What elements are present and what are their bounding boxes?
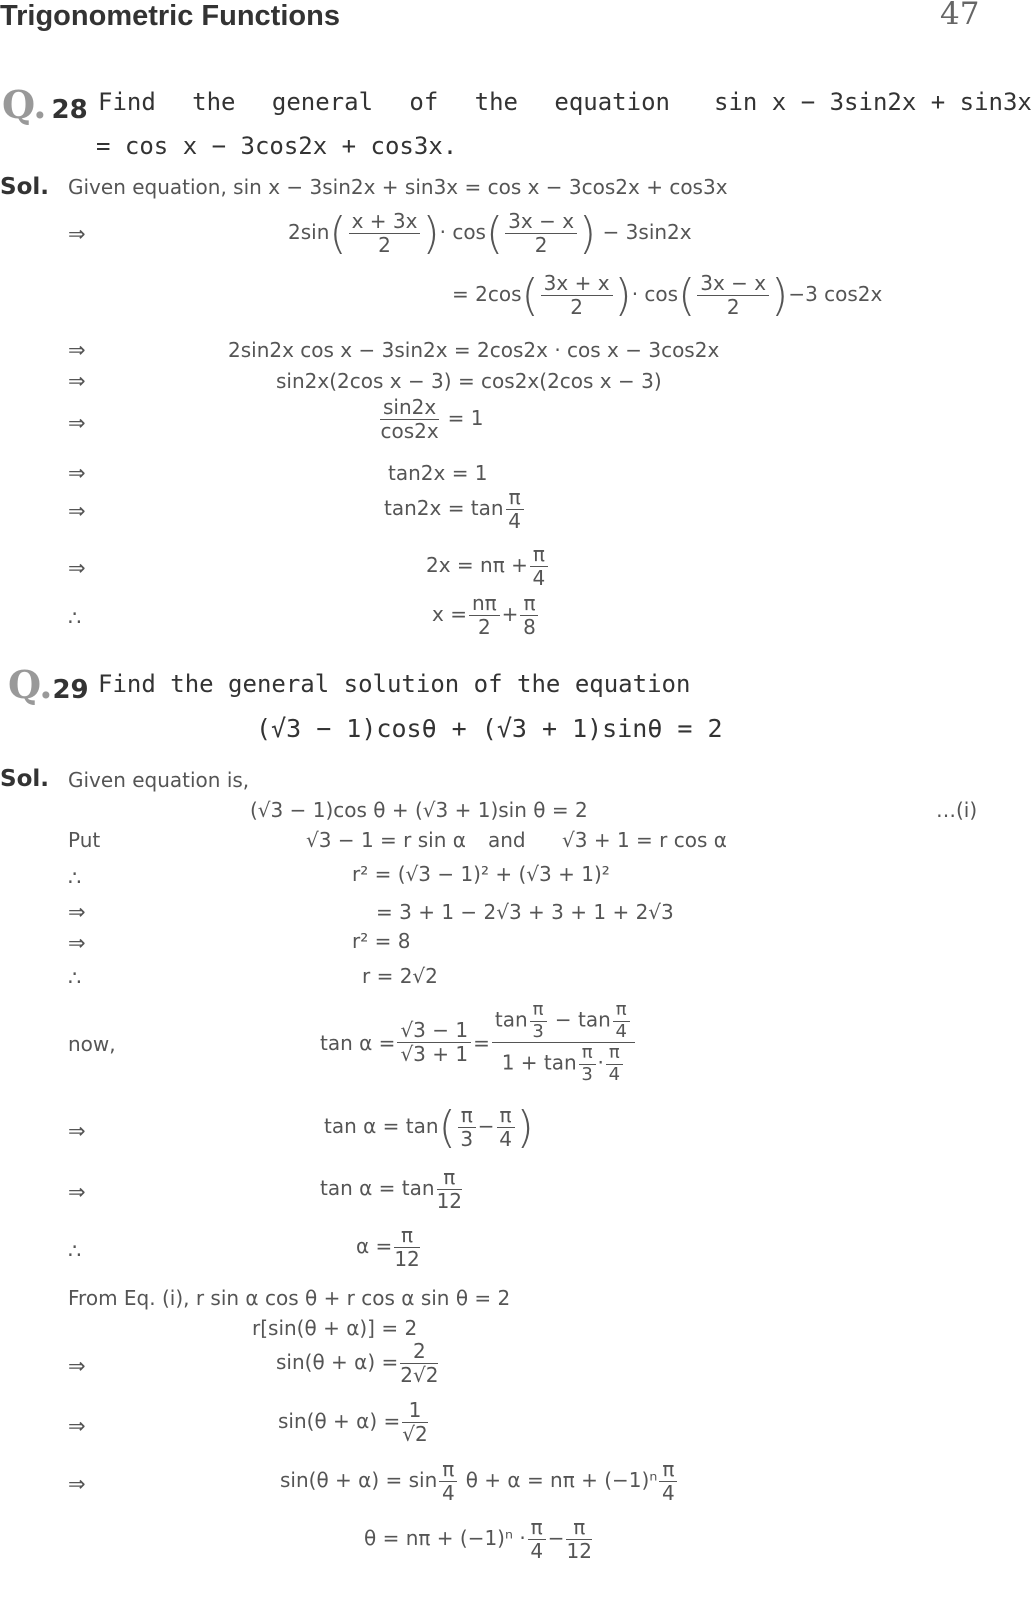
equation-tag: …(i): [936, 798, 978, 822]
step-line: [378, 396, 483, 443]
step-line: tan2x = 1: [388, 461, 488, 485]
therefore-symbol: ∴: [68, 1239, 82, 1263]
step-line: [320, 1166, 464, 1213]
expr: sin(θ + α) =: [276, 1350, 399, 1374]
fraction: $\frac{3x + x}{2}$: [541, 272, 613, 319]
question-28-equation-rhs: = cos x − 3cos2x + cos3x.: [96, 132, 458, 160]
question-29-text: Find the general solution of the equation: [98, 670, 691, 698]
final-answer: [364, 1516, 594, 1563]
step-line: [276, 1340, 440, 1387]
fraction: $\frac{\pi}{4}$: [528, 1516, 546, 1563]
therefore-symbol: ∴: [68, 606, 82, 630]
therefore-symbol: ∴: [68, 966, 82, 990]
step-line: = 3 + 1 − 2√3 + 3 + 1 + 2√3: [376, 900, 674, 924]
expr: −3 cos2x: [788, 282, 883, 306]
step-line: [278, 1399, 430, 1446]
step-line: tan α = tan( $\frac{\pi}{3}$ − $\frac{\pi}{4}$ ): [324, 1102, 534, 1153]
implies-symbol: ⇒: [68, 1180, 86, 1204]
step-line: r = 2√2: [362, 964, 438, 988]
given-equation: Given equation, sin x − 3sin2x + sin3x = cos x − 3cos2x + cos3x: [68, 175, 728, 199]
and-word: and: [488, 828, 526, 852]
fraction: $\frac{√3 - 1}{√3 + 1}$: [397, 1019, 471, 1066]
fraction: $\frac{x + 3x}{2}$: [349, 210, 421, 257]
expr: θ + α = nπ + (−1)ⁿ: [465, 1468, 658, 1492]
implies-symbol: ⇒: [68, 931, 86, 955]
step-line: [384, 486, 526, 533]
fraction: $\frac{\pi}{12}$: [436, 1165, 463, 1213]
step-final-answer: [432, 592, 540, 639]
step-line: r² = (√3 − 1)² + (√3 + 1)²: [352, 862, 610, 886]
put-label: Put: [68, 828, 101, 852]
implies-symbol: ⇒: [68, 499, 86, 523]
alpha-value: [356, 1224, 422, 1271]
compound-fraction: tan $\frac{\pi}{3}$ − tan $\frac{\pi}{4}$ 1 + tan $\frac{\pi}{3}$ · $\frac{\pi}{4}$: [492, 1000, 635, 1086]
fraction: $\frac{3x - x}{2}$: [697, 272, 769, 319]
expr: · cos: [631, 282, 679, 306]
fraction: $\frac{\pi}{4}$: [439, 1458, 457, 1505]
question-28-text-line1: [98, 88, 670, 116]
expr: −: [477, 1114, 495, 1138]
fraction: $\frac{\pi}{8}$: [520, 592, 538, 639]
question-word: equation: [554, 88, 670, 116]
substitution-a: √3 − 1 = r sin α: [306, 828, 466, 852]
expr: sin(θ + α) = sin: [280, 1468, 438, 1492]
expr: tan α = tan: [320, 1176, 435, 1200]
implies-symbol: ⇒: [68, 1472, 86, 1496]
now-label: now,: [68, 1032, 116, 1056]
implies-symbol: ⇒: [68, 900, 86, 924]
expr: =: [473, 1030, 490, 1055]
step-line: [426, 543, 550, 590]
question-word: Find: [98, 88, 156, 116]
expr: x =: [432, 602, 467, 626]
expr: tan α = tan: [324, 1114, 439, 1138]
page-header-title: Trigonometric Functions: [0, 0, 340, 32]
step-line: From Eq. (i), r sin α cos θ + r cos α sin θ = 2: [68, 1286, 511, 1310]
implies-symbol: ⇒: [68, 222, 86, 246]
question-number: 28: [51, 95, 88, 125]
fraction: $\frac{n\pi}{2}$: [469, 592, 500, 639]
expr: α =: [356, 1234, 393, 1258]
expr: θ = nπ + (−1)ⁿ ·: [364, 1526, 526, 1550]
expr: 2x = nπ +: [426, 553, 528, 577]
question-29-heading: [8, 662, 89, 707]
question-29-equation: (√3 − 1)cosθ + (√3 + 1)sinθ = 2: [256, 714, 723, 743]
question-label: Q.: [2, 82, 47, 127]
given-label: Given equation is,: [68, 768, 250, 792]
implies-symbol: ⇒: [68, 338, 86, 362]
fraction: $\frac{1}{√2}$: [402, 1398, 428, 1446]
question-word: general: [271, 88, 374, 116]
expr: +: [501, 602, 519, 626]
fraction: $\frac{\pi}{4}$: [497, 1104, 515, 1151]
substitution-b: √3 + 1 = r cos α: [562, 828, 727, 852]
solution-label: Sol.: [0, 174, 49, 200]
step-line: r² = 8: [352, 929, 411, 953]
expr: tan α =: [320, 1030, 396, 1055]
step-sum-to-product-2: = 2cos( $\frac{3x + x}{2}$ )· cos( $\frac{3x - x}{2}$ )−3 cos2x: [452, 270, 883, 321]
question-word: the: [474, 88, 519, 116]
expr: sin(θ + α) =: [278, 1409, 401, 1433]
expr: · cos: [439, 220, 486, 244]
expr: 2sin: [288, 220, 330, 244]
step-line: [280, 1458, 679, 1505]
expr: = 2cos: [452, 282, 522, 306]
expr: −: [547, 1526, 565, 1550]
fraction: $\frac{2}{2√2}$: [400, 1339, 439, 1387]
implies-symbol: ⇒: [68, 1414, 86, 1438]
implies-symbol: ⇒: [68, 1119, 86, 1143]
question-word: the: [192, 88, 236, 116]
fraction: $\frac{3x - x}{2}$: [505, 210, 577, 257]
question-28-equation-lhs: sin x − 3sin2x + sin3x: [714, 88, 1032, 116]
fraction: $\frac{\pi}{4}$: [659, 1458, 677, 1505]
step-line: sin2x(2cos x − 3) = cos2x(2cos x − 3): [276, 369, 662, 393]
fraction: $\frac{\pi}{12}$: [566, 1515, 592, 1563]
implies-symbol: ⇒: [68, 411, 86, 435]
expr: − 3sin2x: [602, 220, 692, 244]
expr: = 1: [447, 406, 484, 430]
fraction: $\frac{\pi}{4}$: [530, 543, 548, 590]
expr: tan2x = tan: [384, 496, 504, 520]
step-line: r[sin(θ + α)] = 2: [252, 1316, 418, 1340]
step-sum-to-product-1: 2sin( $\frac{x + 3x}{2}$ )· cos( $\frac{3x - x}{2}$ ) − 3sin2x: [288, 208, 692, 259]
equation-i: (√3 − 1)cos θ + (√3 + 1)sin θ = 2: [250, 798, 588, 822]
implies-symbol: ⇒: [68, 461, 86, 485]
implies-symbol: ⇒: [68, 556, 86, 580]
question-label: Q.: [8, 662, 53, 707]
fraction: $\frac{\sin 2x}{\cos 2x}$: [380, 395, 439, 443]
question-28-heading: [2, 82, 88, 127]
therefore-symbol: ∴: [68, 866, 82, 890]
fraction: $\frac{\pi}{4}$: [506, 486, 524, 533]
implies-symbol: ⇒: [68, 1354, 86, 1378]
page-number: 47: [940, 0, 980, 32]
solution-label: Sol.: [0, 766, 49, 792]
question-word: of: [409, 88, 439, 116]
question-number: 29: [52, 675, 89, 705]
fraction: $\frac{\pi}{3}$: [458, 1104, 476, 1151]
implies-symbol: ⇒: [68, 369, 86, 393]
tan-alpha-derivation: [320, 1000, 637, 1086]
fraction: $\frac{\pi}{12}$: [394, 1223, 420, 1271]
step-line: 2sin2x cos x − 3sin2x = 2cos2x · cos x − 3cos2x: [228, 338, 720, 362]
